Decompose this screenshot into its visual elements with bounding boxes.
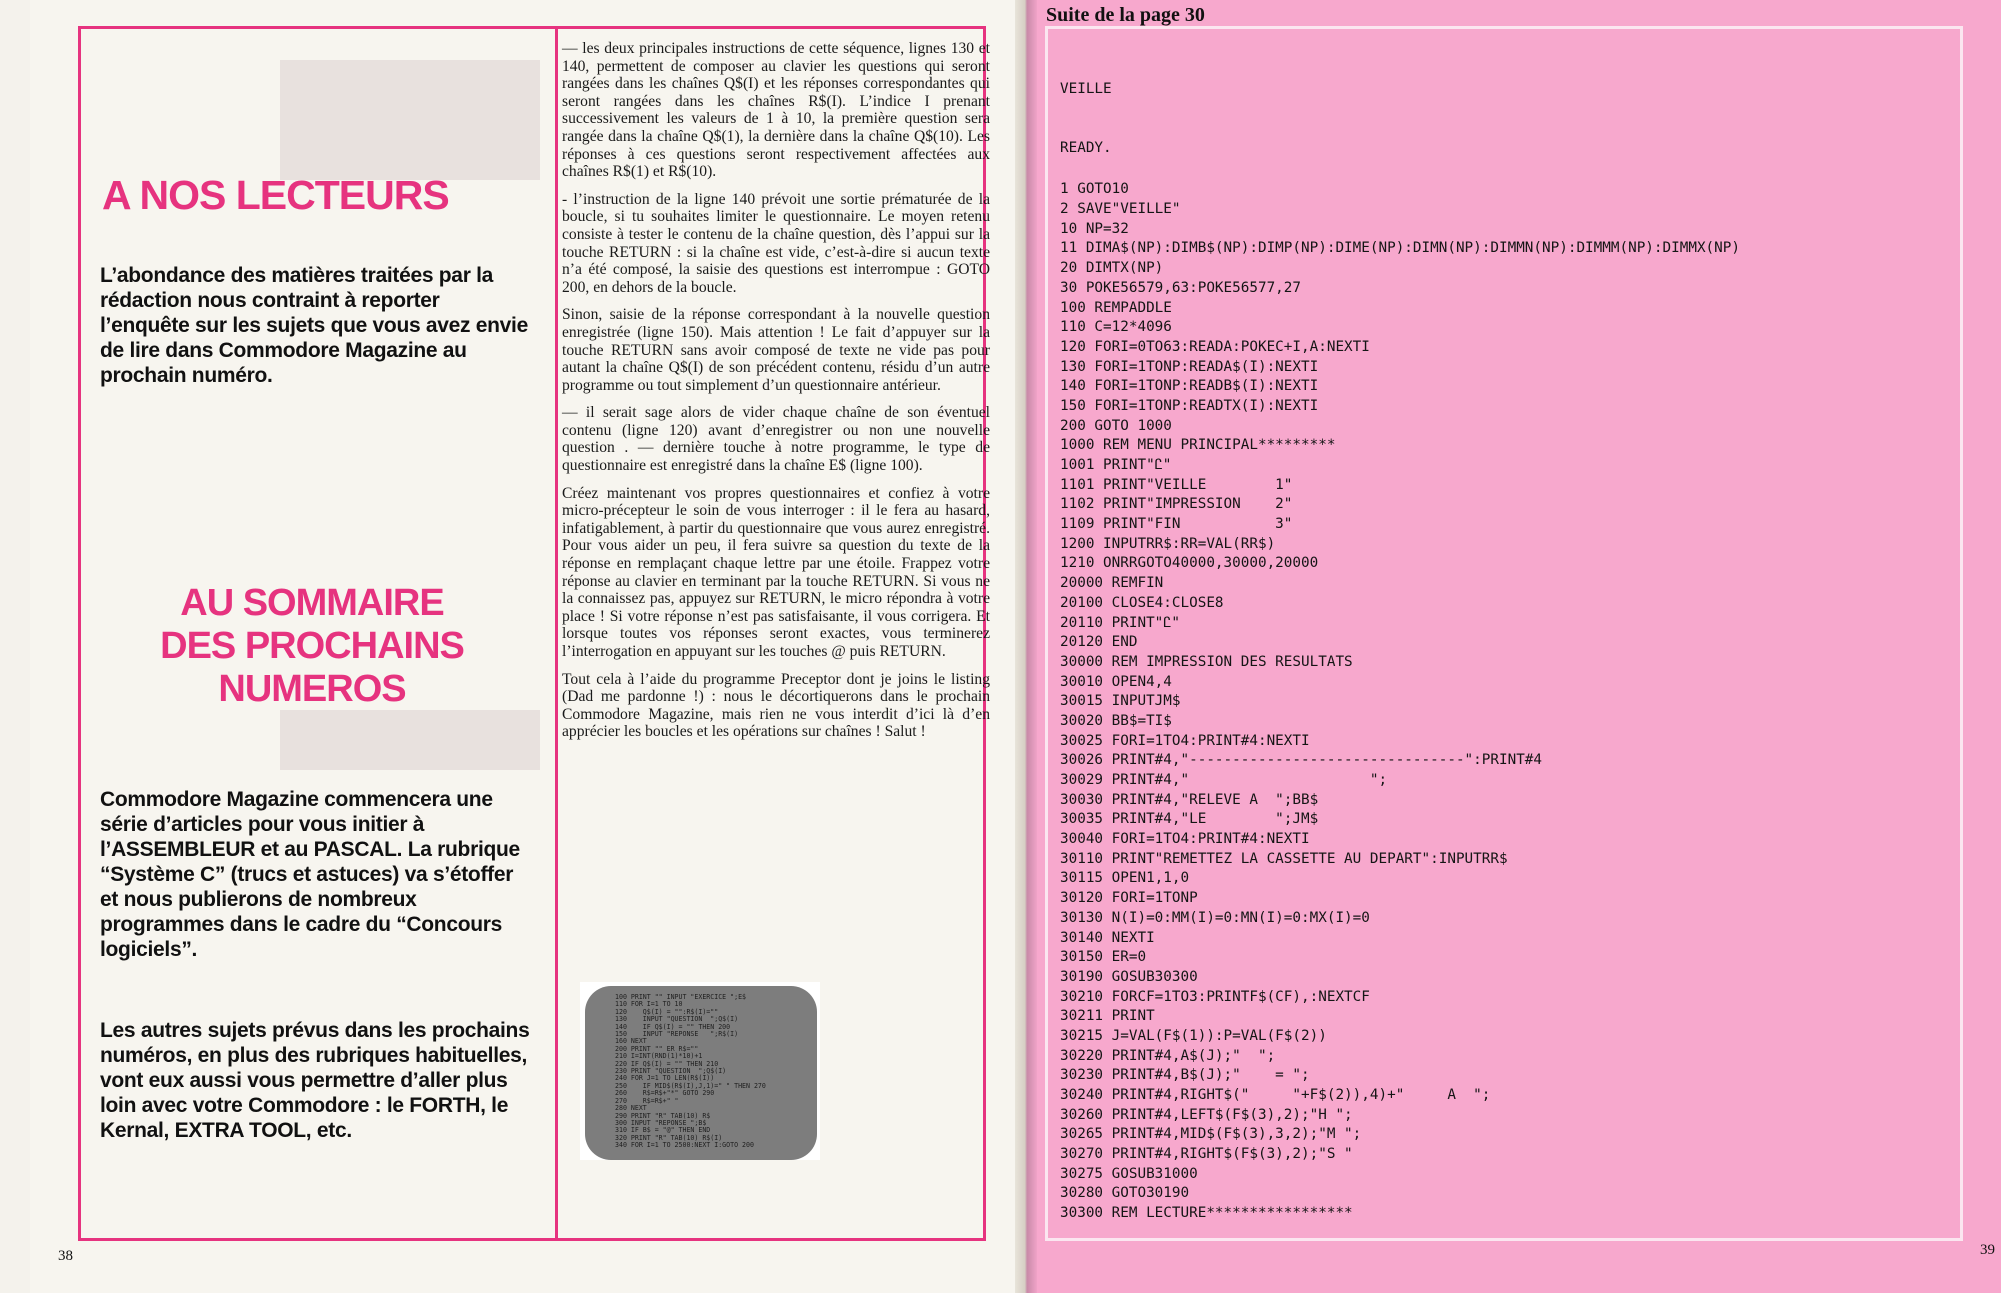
screen-listing-line: 290 PRINT "R" TAB(10) R$	[615, 1111, 711, 1120]
screen-listing-line: 260 R$=R$+"*" GOTO 290	[615, 1089, 715, 1098]
listing-line: 30210 FORCF=1TO3:PRINTF$(CF),:NEXTCF	[1060, 988, 1370, 1005]
heading-sommaire	[102, 582, 522, 711]
screen-listing-line: 310 IF B$ = "@" THEN END	[615, 1126, 711, 1135]
screen-listing-line: 250 IF MID$(R$(I),J,1)=" " THEN 270	[615, 1081, 766, 1090]
listing-line: 150 FORI=1TONP:READTX(I):NEXTI	[1060, 397, 1319, 414]
listing-line: 30140 NEXTI	[1060, 929, 1155, 946]
listing-line: 20120 END	[1060, 634, 1138, 651]
listing-line: 30230 PRINT#4,B$(J);" = ";	[1060, 1067, 1310, 1084]
listing-line: 120 FORI=0TO63:READA:POKEC+I,A:NEXTI	[1060, 338, 1370, 355]
screen-listing-line: 160 NEXT	[615, 1037, 647, 1046]
ready-prompt: READY.	[1060, 139, 1112, 156]
listing-line: 30270 PRINT#4,RIGHT$(F$(3),2);"S "	[1060, 1146, 1353, 1163]
listing-line: 30220 PRINT#4,A$(J);" ";	[1060, 1047, 1276, 1064]
listing-line: 30040 FORI=1TO4:PRINT#4:NEXTI	[1060, 831, 1310, 848]
listing-line: 30120 FORI=1TONP	[1060, 890, 1198, 907]
listing-gap	[1060, 158, 1960, 180]
listing-line: 200 GOTO 1000	[1060, 417, 1172, 434]
article-paragraph: Sinon, saisie de la réponse correspondant à la nouvelle question enregistrée (ligne 150). Mais attention ! Le fait d’appuyer sur la touche RETURN sans avoir composé de texte ne vide pas pour autant la chaîne Q$(I) de son précédent contenu, résidu d’un autre programme ou tout simplement d’un questionnaire antérieur.	[562, 306, 990, 394]
screen-listing-line: 110 FOR I=1 TO 10	[615, 1000, 683, 1009]
article-paragraph: - l’instruction de la ligne 140 prévoit une sortie prématurée de la boucle, si tu souhaites limiter le questionnaire. Le moyen retenu consiste à tester le contenu de la chaîne question, dès l’appui sur la touche RETURN : si la chaîne est vide, c’est-à-dire si aucun texte n’a été composé, la saisie des questions est interrompue : GOTO 200, en dehors de la boucle.	[562, 190, 990, 296]
listing-line: 1109 PRINT"FIN 3"	[1060, 516, 1293, 533]
screen-listing-line: 120 Q$(I) = "":R$(I)=""	[615, 1007, 719, 1016]
listing-line: 30000 REM IMPRESSION DES RESULTATS	[1060, 653, 1353, 670]
listing-line: 30215 J=VAL(F$(1)):P=VAL(F$(2))	[1060, 1027, 1327, 1044]
screen-listing-line: 140 IF Q$(I) = "" THEN 200	[615, 1022, 731, 1031]
screen-listing-line: 150 INPUT "REPONSE ";R$(I)	[615, 1030, 739, 1039]
article-paragraph: — il serait sage alors de vider chaque chaîne de son éventuel contenu (ligne 120) avant d’enregistrer ou non une nouvelle question . — dernière touche à notre programme, le type de questionnaire est enregistré dans la chaîne E$ (ligne 100).	[562, 404, 990, 475]
listing-line: 30211 PRINT	[1060, 1008, 1155, 1025]
listing-line: 30030 PRINT#4,"RELEVE A ";BB$	[1060, 791, 1319, 808]
listing-line: 1101 PRINT"VEILLE 1"	[1060, 476, 1293, 493]
listing-line: 20110 PRINT"Ꮭ"	[1060, 614, 1180, 631]
listing-line: 30280 GOTO30190	[1060, 1185, 1190, 1202]
listing-line: 1001 PRINT"Ꮭ"	[1060, 457, 1172, 473]
screen-listing-line: 100 PRINT "" INPUT "EXERCICE ";E$	[615, 993, 747, 1001]
listing-line: 30300 REM LECTURE*****************	[1060, 1205, 1353, 1222]
listing-line: 30029 PRINT#4," ";	[1060, 772, 1388, 788]
listing-line: 1210 ONRRGOTO40000,30000,20000	[1060, 555, 1319, 572]
listing-line: 20000 REMFIN	[1060, 575, 1164, 592]
listing-line: 140 FORI=1TONP:READB$(I):NEXTI	[1060, 378, 1319, 395]
listing-line: 30 POKE56579,63:POKE56577,27	[1060, 279, 1302, 296]
listing-line: 130 FORI=1TONP:READA$(I):NEXTI	[1060, 358, 1319, 375]
basic-listing	[1060, 80, 1960, 1224]
heading-sommaire-line: DES PROCHAINS	[160, 625, 464, 667]
listing-line: 30010 OPEN4,4	[1060, 673, 1172, 690]
heading-sommaire-line: NUMEROS	[218, 668, 406, 710]
screen-listing-line: 280 NEXT	[615, 1104, 647, 1113]
listing-line: 1102 PRINT"IMPRESSION 2"	[1060, 496, 1293, 513]
notice-paragraph: L’abondance des matières traitées par la rédaction nous contraint à reporter l’enquête sur les sujets que vous avez envie de lire dans Commodore Magazine au prochain numéro.	[100, 264, 528, 387]
listing-line: 30240 PRINT#4,RIGHT$(" "+F$(2)),4)+" A ";	[1060, 1087, 1491, 1103]
screen-listing-line: 270 R$=R$+" "	[615, 1096, 679, 1105]
book-spine	[1015, 0, 1037, 1293]
screen-listing-line: 130 INPUT "QUESTION ";Q$(I)	[615, 1015, 739, 1024]
article-paragraph: Créez maintenant vos propres questionnaires et confiez à votre micro-précepteur le soin de vous interroger : il le fera au hasard, infatigablement, à partir du questionnaire que vous aurez enregistré. Pour vous aider un peu, il fera suivre sa question du texte de la réponse en remplaçant chaque lettre par une étoile. Frappez votre réponse au clavier en terminant par la touche RETURN. Si vous ne la connaissez pas, appuyez sur RETURN, le micro répondra à votre place ! Si votre réponse n’est pas satisfaisante, il vous corrigera. Et lorsque toutes vos réponses seront exactes, vous terminerez l’interrogation en appuyant sur les touches @ puis RETURN.	[562, 484, 990, 660]
listing-line: 30190 GOSUB30300	[1060, 968, 1198, 985]
screen-listing-line: 220 IF Q$(I) = "" THEN 210	[615, 1059, 719, 1068]
listing-line: 11 DIMA$(NP):DIMB$(NP):DIMP(NP):DIME(NP):DIMN(NP):DIMMN(NP):DIMMM(NP):DIMMX(NP)	[1060, 240, 1740, 257]
page-number-left: 38	[58, 1248, 73, 1264]
screen-listing-line: 340 FOR I=1 TO 2500:NEXT I:GOTO 200	[615, 1141, 754, 1150]
listing-line: 20 DIMTX(NP)	[1060, 260, 1164, 277]
listing-line: 30265 PRINT#4,MID$(F$(3),3,2);"M ";	[1060, 1126, 1362, 1143]
listing-line: 2 SAVE"VEILLE"	[1060, 201, 1181, 218]
upcoming-paragraph: Commodore Magazine commencera une série d’articles pour vous initier à l’ASSEMBLEUR et au PASCAL. La rubrique “Système C” (trucs et astuces) va s’étoffer et nous publierons de nombreux programmes dans le cadre du “Concours logiciels”.	[100, 788, 520, 961]
listing-line: 30130 N(I)=0:MM(I)=0:MN(I)=0:MX(I)=0	[1060, 909, 1370, 926]
listing-line: 1200 INPUTRR$:RR=VAL(RR$)	[1060, 535, 1276, 552]
screen-listing-line: 210 I=INT(RND(1)*10)+1	[615, 1052, 703, 1061]
listing-line: 30020 BB$=TI$	[1060, 712, 1172, 729]
listing-line: 10 NP=32	[1060, 220, 1129, 237]
listing-line: 30110 PRINT"REMETTEZ LA CASSETTE AU DEPART":INPUTRR$	[1060, 850, 1508, 867]
listing-lines	[1060, 180, 1960, 1223]
listing-line: 30035 PRINT#4,"LE ";JM$	[1060, 811, 1319, 828]
listing-line: 20100 CLOSE4:CLOSE8	[1060, 594, 1224, 611]
listing-title-line: VEILLE	[1060, 81, 1112, 97]
tv-screen	[585, 986, 817, 1160]
listing-line: 1000 REM MENU PRINCIPAL*********	[1060, 437, 1336, 454]
heading-sommaire-line: AU SOMMAIRE	[180, 582, 444, 624]
page-number-right: 39	[1980, 1242, 1995, 1258]
listing-line: 100 REMPADDLE	[1060, 299, 1172, 316]
screen-listing-line: 200 PRINT "" ER R$=""	[615, 1044, 699, 1053]
listing-line: 30015 INPUTJM$	[1060, 693, 1181, 710]
column-divider	[555, 26, 558, 1241]
listing-gap	[1060, 100, 1960, 139]
listing-line: 30025 FORI=1TO4:PRINT#4:NEXTI	[1060, 732, 1310, 749]
continuation-header: Suite de la page 30	[1046, 4, 1205, 26]
screen-listing-line: 240 FOR J=1 TO LEN(R$(I))	[615, 1074, 715, 1083]
listing-line: 30275 GOSUB31000	[1060, 1165, 1198, 1182]
article-paragraph: Tout cela à l’aide du programme Preceptor dont je joins le listing (Dad me pardonne !) : nous le décortiquerons dans le prochain Commodore Magazine, mais rien ne vous interdit d’ici là d’en apprécier les boucles et les opérations sur chaînes ! Salut !	[562, 670, 990, 741]
listing-line: 30026 PRINT#4,"--------------------------------":PRINT#4	[1060, 752, 1543, 769]
listing-line: 30260 PRINT#4,LEFT$(F$(3),2);"H ";	[1060, 1106, 1353, 1123]
article-column	[562, 40, 990, 751]
heading-a-nos-lecteurs: A NOS LECTEURS	[102, 172, 449, 218]
screen-listing	[615, 994, 766, 1150]
screen-listing-line: 230 PRINT "QUESTION ";Q$(I)	[615, 1067, 727, 1076]
listing-line: 30150 ER=0	[1060, 949, 1147, 966]
screen-listing-line: 320 PRINT "R" TAB(10) R$(I)	[615, 1133, 723, 1142]
article-paragraph: — les deux principales instructions de cette séquence, lignes 130 et 140, permettent de composer au clavier les questions qui seront rangées dans les chaînes Q$(I) et les réponses correspondantes qui seront rangées dans les chaînes R$(I). L’indice I prenant successivement les valeurs de 1 à 10, la première question sera rangée dans la chaîne Q$(1), la dernière dans la chaîne Q$(10). Les réponses à ces questions seront respectivement affectées aux chaînes R$(1) et R$(10).	[562, 40, 990, 181]
screen-listing-line: 300 INPUT "REPONSE ";B$	[615, 1118, 707, 1127]
listing-line: 30115 OPEN1,1,0	[1060, 870, 1190, 887]
other-topics-paragraph: Les autres sujets prévus dans les prochains numéros, en plus des rubriques habituelles, vont eux aussi vous permettre d’aller plus loin avec votre Commodore : le FORTH, le Kernal, EXTRA TOOL, etc.	[100, 1019, 530, 1142]
listing-line: 1 GOTO10	[1060, 181, 1129, 198]
listing-line: 110 C=12*4096	[1060, 319, 1172, 336]
